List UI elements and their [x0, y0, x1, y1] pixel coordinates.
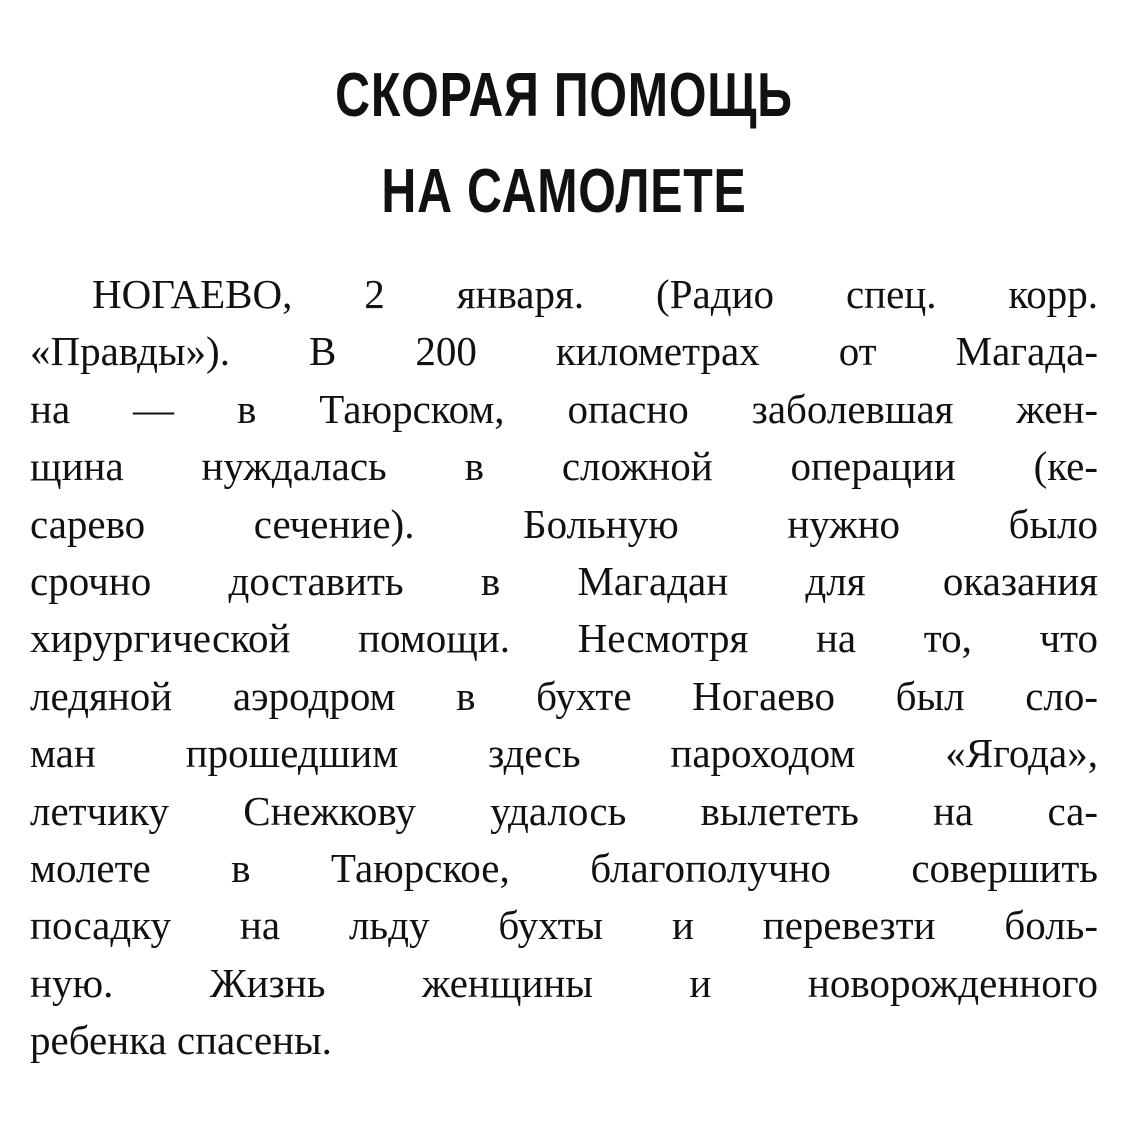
- body-line-10: летчику Снежкову удалось вылететь на са-: [30, 787, 1098, 834]
- body-line-5: сарево сечение). Больную нужно было: [30, 500, 1098, 547]
- headline-line-2: НА САМОЛЕТЕ: [381, 157, 747, 226]
- body-line-14: ребенка спасены.: [30, 1017, 332, 1064]
- body-line-3: на — в Таюрском, опасно заболевшая жен-: [30, 385, 1098, 432]
- body-line-7: хирургической помощи. Несмотря на то, что: [30, 615, 1098, 662]
- headline-line-1: СКОРАЯ ПОМОЩЬ: [335, 61, 793, 130]
- body-line-13: ную. Жизнь женщины и новорожденного: [30, 959, 1098, 1006]
- body-line-9: ман прошедшим здесь пароходом «Ягода»,: [30, 730, 1098, 777]
- article-body: [30, 266, 1098, 1069]
- body-line-11: молете в Таюрское, благополучно совершить: [30, 844, 1098, 891]
- body-line-12: посадку на льду бухты и перевезти боль-: [30, 902, 1098, 949]
- body-line-8: ледяной аэродром в бухте Ногаево был сло-: [30, 672, 1098, 719]
- body-line-2: «Правды»). В 200 километрах от Магада-: [30, 328, 1098, 375]
- body-line-4: щина нуждалась в сложной операции (ке-: [30, 443, 1098, 490]
- body-line-6: срочно доставить в Магадан для оказания: [30, 557, 1098, 604]
- body-line-1: НОГАЕВО, 2 января. (Радио спец. корр.: [92, 271, 1098, 317]
